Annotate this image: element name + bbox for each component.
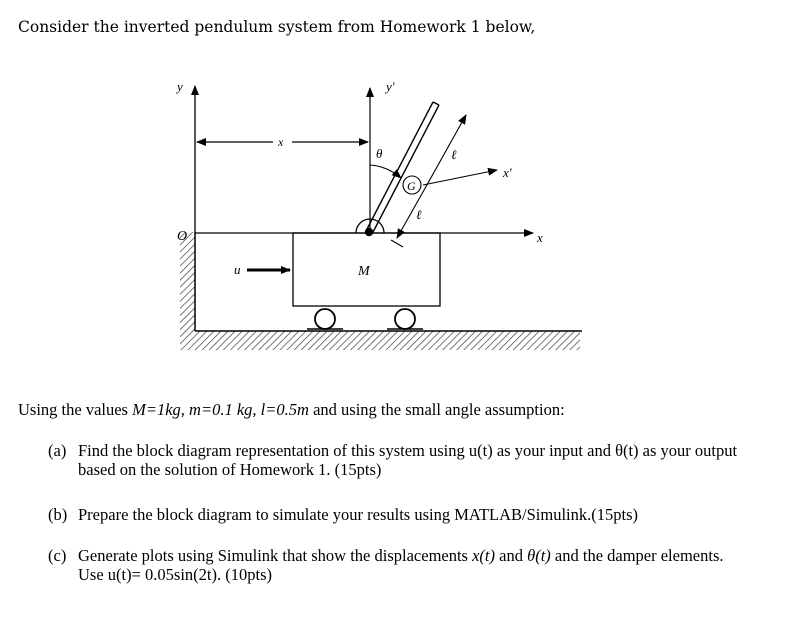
label-ell-lower: ℓ bbox=[416, 207, 422, 222]
label-O: O bbox=[177, 229, 188, 244]
label-u: u bbox=[234, 262, 241, 277]
values-sentence: Using the values M=1kg, m=0.1 kg, l=0.5m and using the small angle assumption: bbox=[18, 400, 565, 419]
label-x-distance: x bbox=[278, 135, 284, 149]
label-ell-upper: ℓ bbox=[451, 147, 457, 162]
pendulum-rod bbox=[366, 102, 439, 234]
item-text: Generate plots using Simulink that show the displacements x(t) and θ(t) and the damper elements. Use u(t)= 0.05sin(2t). (10pts) bbox=[78, 546, 724, 584]
item-label: (c) bbox=[48, 546, 67, 565]
wheel-left bbox=[315, 309, 335, 329]
item-text: Find the block diagram representation of this system using u(t) as your input and θ(t) as your output based on the solution of Homework 1. (15pts) bbox=[78, 441, 738, 479]
wall-hatch bbox=[180, 232, 195, 332]
length-arrow-upper bbox=[428, 115, 466, 183]
label-y: y bbox=[177, 79, 183, 94]
label-x-prime: x' bbox=[503, 165, 512, 180]
parameter-values: M=1kg, m=0.1 kg, l=0.5m bbox=[132, 400, 309, 419]
item-text: Prepare the block diagram to simulate your results using MATLAB/Simulink.(15pts) bbox=[78, 505, 639, 524]
item-label: (b) bbox=[48, 505, 68, 524]
label-y-prime: y' bbox=[386, 79, 395, 94]
wheel-right bbox=[395, 309, 415, 329]
label-x-axis: x bbox=[537, 230, 543, 245]
label-M: M bbox=[358, 264, 370, 279]
pivot-joint bbox=[365, 228, 373, 236]
intro-text: Consider the inverted pendulum system from Homework 1 below, bbox=[18, 18, 536, 36]
ground-hatch bbox=[180, 331, 580, 350]
label-G: G bbox=[407, 179, 416, 193]
item-label: (a) bbox=[48, 441, 67, 460]
label-theta: θ bbox=[376, 146, 383, 161]
